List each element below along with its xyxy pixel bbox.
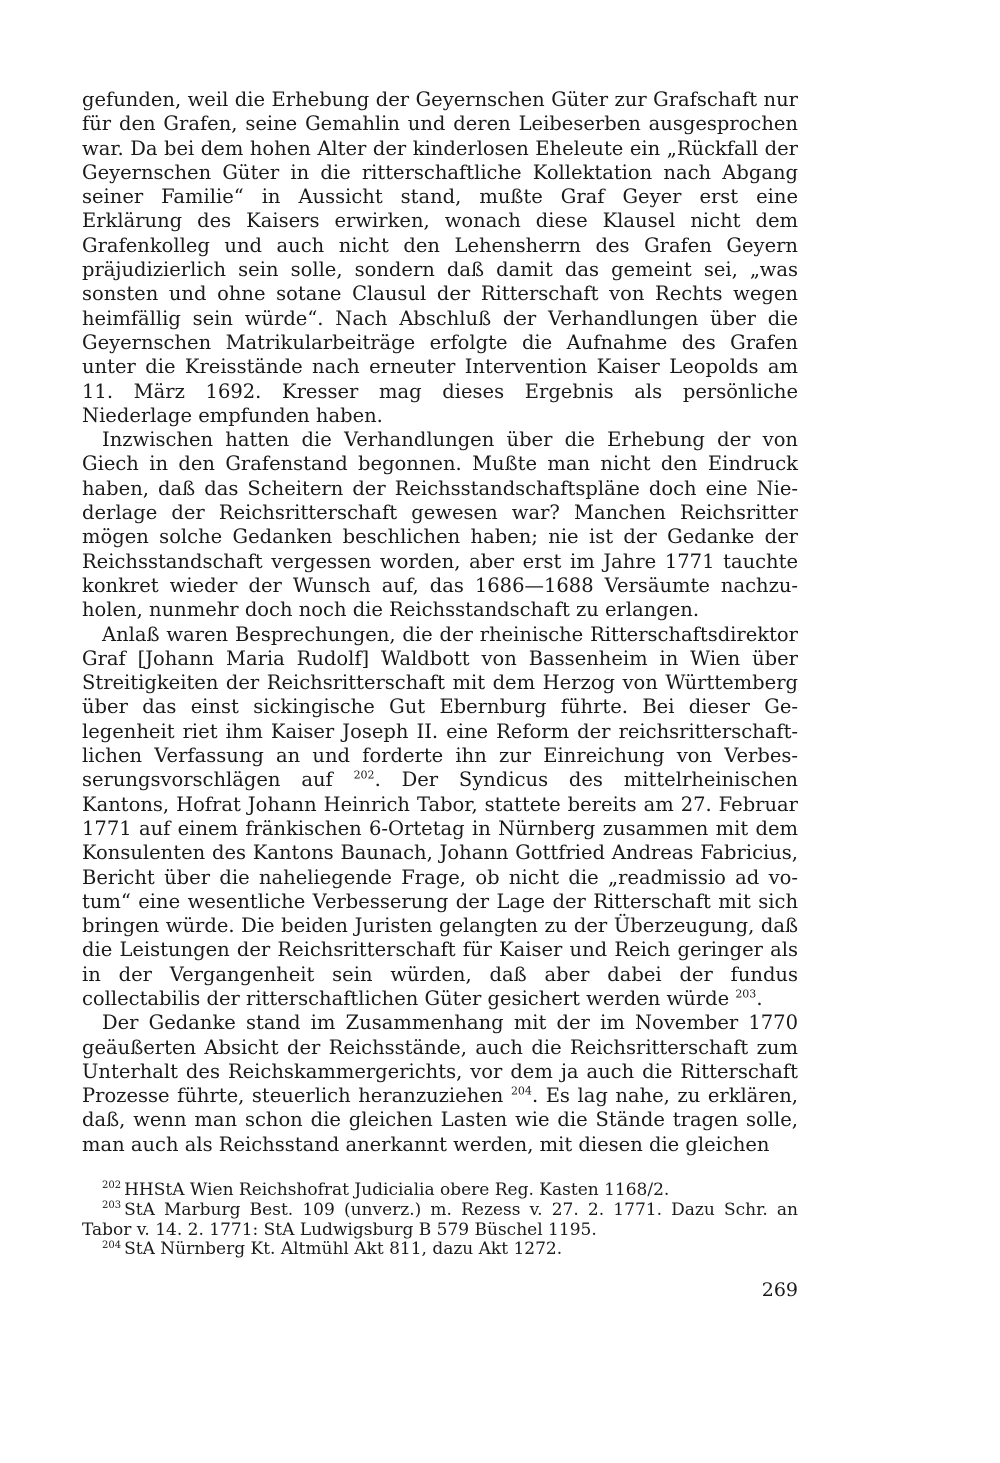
paragraph-text: gefunden, weil die Erhebung der Geyernschen Güter zur Grafschaft nur für den Grafen, seine Gemahlin und deren Leibeserben ausgesprochen war. Da bei dem hohen Alter der kinderlosen Eheleute ein „Rückfall der Geyernschen Güter in die ritterschaftliche Kollektation nach Abgang seiner Familie“ in Aussicht stand, mußte Graf Geyer erst eine Erklärung des Kaisers erwirken, wonach diese Klausel nicht dem Grafenkolleg und auch nicht den Lehensherrn des Grafen Geyern präjudizierlich sein solle, sondern daß damit das gemeint sei, „was sonsten und ohne sotane Clausul der Ritterschaft von Rechts wegen heimfällig sein würde“. Nach Abschluß der Verhandlungen über die Geyernschen Matrikularbeiträge erfolgte die Aufnahme des Grafen unter die Kreisstände nach erneuter Intervention Kaiser Leopolds am 11. März 1692. Kresser mag dieses Ergebnis als persönliche Niederlage empfunden haben. xyxy=(82,88,798,427)
paragraph-text: . xyxy=(756,986,763,1010)
footnote-number: 204 xyxy=(102,1239,122,1251)
page-number: 269 xyxy=(761,1279,798,1301)
footnote xyxy=(82,1201,798,1241)
footnote-reference: 204 xyxy=(510,1084,532,1098)
footnotes xyxy=(82,1181,798,1260)
paragraph-text: . Es lag nahe, zu erklären, daß, wenn man schon die gleichen Lasten wie die Stände tragen solle, man auch als Reichsstand anerkannt werden, mit diesen die gleichen xyxy=(82,1084,798,1156)
paragraph xyxy=(82,428,798,622)
footnote-reference: 203 xyxy=(735,987,757,1001)
footnote-reference: 202 xyxy=(353,768,375,782)
body-text xyxy=(82,88,798,1157)
paragraph xyxy=(82,1011,798,1157)
footnote-text: StA Nürnberg Kt. Altmühl Akt 811, dazu Akt 1272. xyxy=(124,1239,563,1260)
footnote-number: 202 xyxy=(102,1180,122,1192)
paragraph-text: . Der Syndicus des mittelrheinischen Kantons, Hofrat Johann Heinrich Tabor, stattete bereits am 27. Februar 1771 auf einem fränkischen 6-Ortetag in Nürnberg zusammen mit dem Konsulenten des Kantons Baunach, Johann Gottfried Andreas Fabricius, Bericht über die naheliegende Frage, ob nicht die „readmissio ad votum“ eine wesentliche Verbesserung der Lage der Ritterschaft mit sich bringen würde. Die beiden Juristen gelangten zu der Überzeugung, daß die Leistungen der Reichsritterschaft für Kaiser und Reich geringer als in der Vergangenheit sein würden, daß aber dabei der fundus collectabilis der ritterschaftlichen Güter gesichert werden würde xyxy=(82,768,798,1010)
paragraph-text: Anlaß waren Besprechungen, die der rheinische Ritterschaftsdirektor Graf [Johann Maria Rudolf] Waldbott von Bassenheim in Wien über Streitigkeiten der Reichsritterschaft mit dem Herzog von Württemberg über das einst sickingische Gut Ebernburg führte. Bei dieser Gelegenheit riet ihm Kaiser Joseph II. eine Reform der reichsritterschaftlichen Verfassung an und forderte ihn zur Einreichung von Verbesserungsvorschlägen auf xyxy=(82,622,798,792)
footnote-text: StA Marburg Best. 109 (unverz.) m. Rezess v. 27. 2. 1771. Dazu Schr. an Tabor v. 14. 2. 1771: StA Ludwigsburg B 579 Büschel 1195. xyxy=(82,1199,798,1240)
footnote-text: HHStA Wien Reichshofrat Judicialia obere Reg. Kasten 1168/2. xyxy=(124,1180,670,1200)
paragraph xyxy=(82,88,798,428)
paragraph-text: Inzwischen hatten die Verhandlungen über die Erhebung der von Giech in den Grafenstand begonnen. Mußte man nicht den Eindruck haben, daß das Scheitern der Reichsstandschaftspläne doch eine Niederlage der Reichsritterschaft gewesen war? Manchen Reichsritter mögen solche Gedanken beschlichen haben; nie ist der Gedanke der Reichsstandschaft vergessen worden, aber erst im Jahre 1771 tauchte konkret wieder der Wunsch auf, das 1686—1688 Versäumte nachzuholen, nunmehr doch noch die Reichsstandschaft zu erlangen. xyxy=(82,428,798,622)
footnote-number: 203 xyxy=(102,1200,122,1212)
footnote xyxy=(82,1240,798,1260)
paragraph xyxy=(82,623,798,1012)
paragraph-text: Der Gedanke stand im Zusammenhang mit der im November 1770 geäußerten Absicht der Reichsstände, auch die Reichsritterschaft zum Unterhalt des Reichskammergerichts, vor dem ja auch die Ritterschaft Prozesse führte, steuerlich heranzuziehen xyxy=(82,1011,798,1108)
footnote xyxy=(82,1181,798,1201)
